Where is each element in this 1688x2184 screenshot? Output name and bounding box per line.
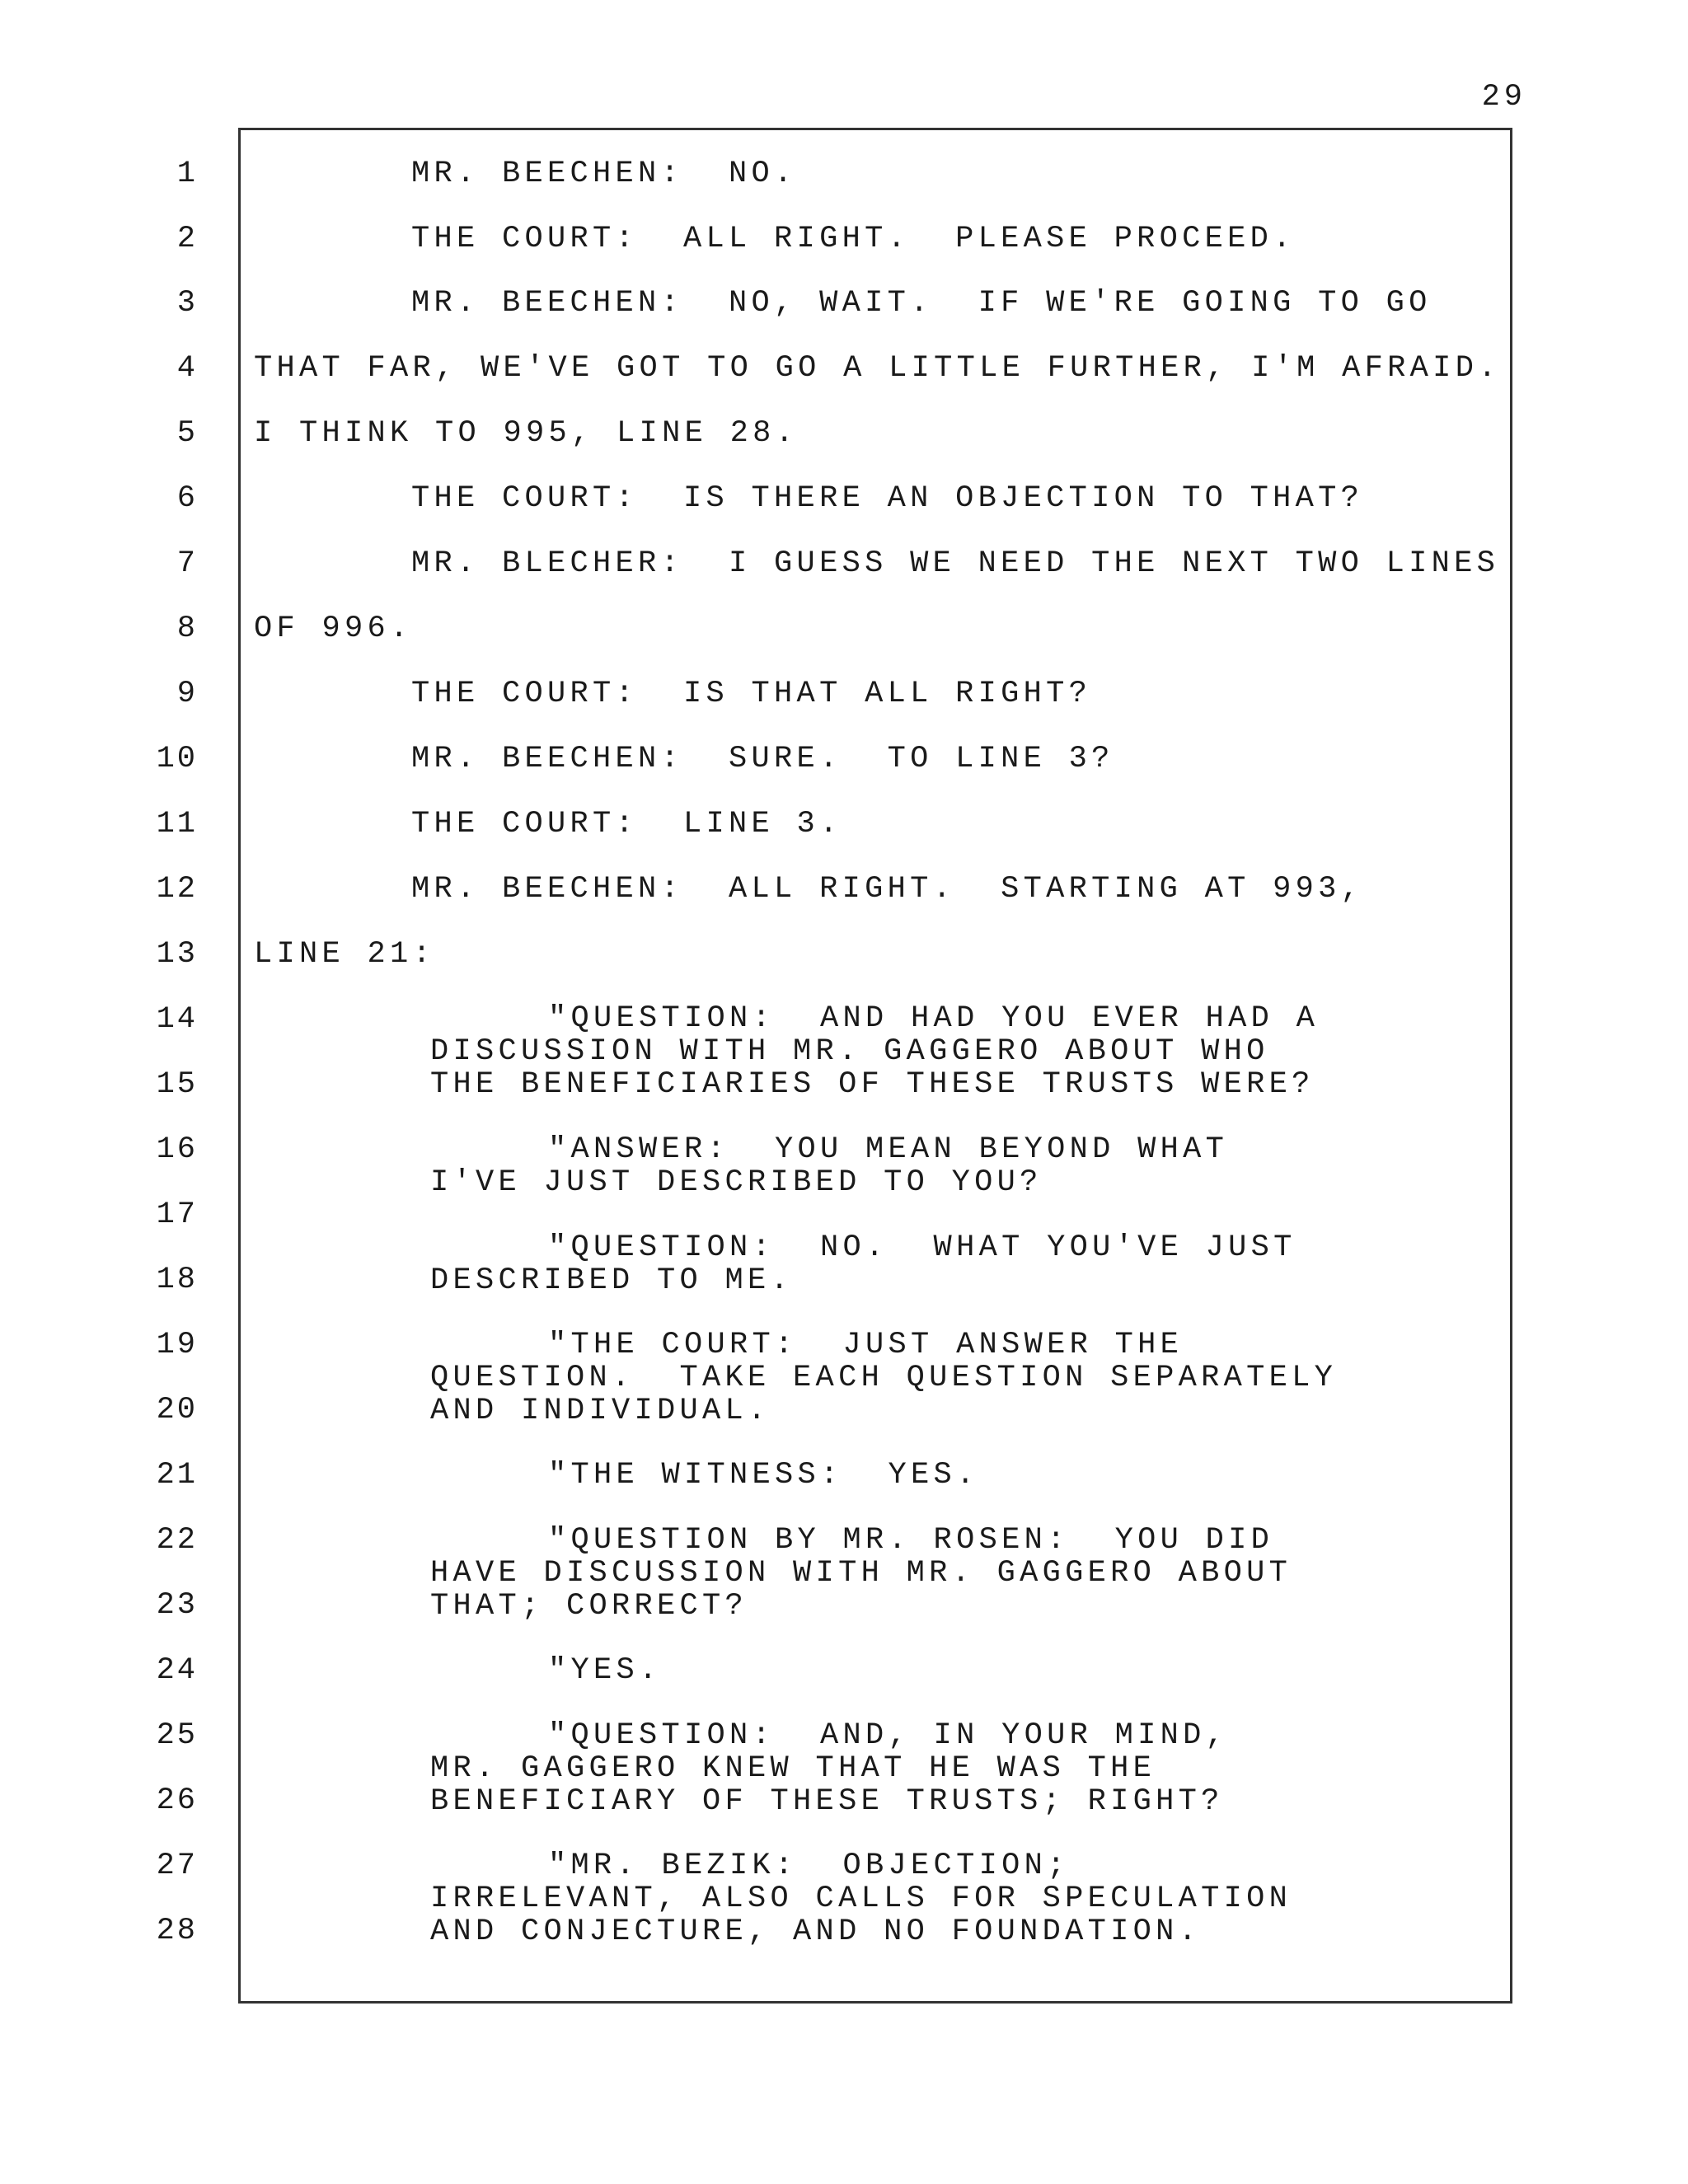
line-number: 3 — [176, 286, 198, 321]
page-number: 29 — [1481, 80, 1526, 115]
line-number: 10 — [156, 742, 198, 776]
line-number: 7 — [176, 546, 198, 581]
quoted-line: "QUESTION BY MR. ROSEN: YOU DID — [548, 1523, 1274, 1558]
transcript-line: THE COURT: ALL RIGHT. PLEASE PROCEED. — [411, 222, 1296, 256]
quoted-line: "ANSWER: YOU MEAN BEYOND WHAT — [548, 1132, 1229, 1167]
line-number: 17 — [156, 1197, 198, 1232]
line-number: 23 — [156, 1588, 198, 1623]
line-number: 2 — [176, 222, 198, 256]
line-number: 16 — [156, 1132, 198, 1167]
quoted-line: "MR. BEZIK: OBJECTION; — [548, 1849, 1070, 1883]
line-number: 28 — [156, 1914, 198, 1948]
quoted-line: I'VE JUST DESCRIBED TO YOU? — [430, 1165, 1043, 1200]
line-number: 4 — [176, 351, 198, 386]
transcript-line: THE COURT: IS THERE AN OBJECTION TO THAT? — [411, 481, 1364, 516]
quoted-line: DESCRIBED TO ME. — [430, 1263, 794, 1298]
line-number: 11 — [156, 807, 198, 841]
transcript-line: MR. BLECHER: I GUESS WE NEED THE NEXT TWO LINES — [411, 546, 1500, 581]
quoted-line: THE BENEFICIARIES OF THESE TRUSTS WERE? — [430, 1067, 1315, 1102]
transcript-line: MR. BEECHEN: ALL RIGHT. STARTING AT 993, — [411, 872, 1364, 907]
line-number: 25 — [156, 1718, 198, 1753]
quoted-line: "YES. — [548, 1653, 662, 1688]
quoted-line: IRRELEVANT, ALSO CALLS FOR SPECULATION — [430, 1882, 1292, 1916]
transcript-line: I THINK TO 995, LINE 28. — [254, 416, 799, 451]
quoted-line: MR. GAGGERO KNEW THAT HE WAS THE — [430, 1751, 1156, 1786]
line-number: 26 — [156, 1783, 198, 1818]
quoted-line: "QUESTION: NO. WHAT YOU'VE JUST — [548, 1230, 1296, 1265]
line-number: 9 — [176, 677, 198, 711]
quoted-line: AND CONJECTURE, AND NO FOUNDATION. — [430, 1915, 1202, 1949]
line-number: 15 — [156, 1067, 198, 1102]
line-number: 20 — [156, 1393, 198, 1427]
line-number: 6 — [176, 481, 198, 516]
quoted-line: THAT; CORRECT? — [430, 1589, 748, 1624]
quoted-line: QUESTION. TAKE EACH QUESTION SEPARATELY — [430, 1361, 1338, 1395]
transcript-line: MR. BEECHEN: SURE. TO LINE 3? — [411, 742, 1114, 776]
quoted-line: AND INDIVIDUAL. — [430, 1394, 771, 1428]
line-number: 21 — [156, 1458, 198, 1493]
line-number: 8 — [176, 612, 198, 646]
quoted-line: "THE COURT: JUST ANSWER THE — [548, 1328, 1184, 1362]
quoted-line: DISCUSSION WITH MR. GAGGERO ABOUT WHO — [430, 1034, 1269, 1069]
transcript-line: MR. BEECHEN: NO, WAIT. IF WE'RE GOING TO GO — [411, 286, 1432, 321]
line-number: 27 — [156, 1849, 198, 1883]
quoted-line: BENEFICIARY OF THESE TRUSTS; RIGHT? — [430, 1784, 1224, 1819]
quoted-line: "QUESTION: AND, IN YOUR MIND, — [548, 1718, 1229, 1753]
line-number: 5 — [176, 416, 198, 451]
line-number: 1 — [176, 157, 198, 191]
transcript-line: LINE 21: — [254, 937, 436, 972]
line-number: 24 — [156, 1653, 198, 1688]
transcript-line: OF 996. — [254, 612, 413, 646]
line-number: 22 — [156, 1523, 198, 1558]
line-number: 13 — [156, 937, 198, 972]
quoted-line: HAVE DISCUSSION WITH MR. GAGGERO ABOUT — [430, 1556, 1292, 1591]
line-number: 19 — [156, 1328, 198, 1362]
transcript-line: THAT FAR, WE'VE GOT TO GO A LITTLE FURTHER, I'M AFRAID. — [254, 351, 1501, 386]
transcript-line: THE COURT: LINE 3. — [411, 807, 842, 841]
quoted-line: "QUESTION: AND HAD YOU EVER HAD A — [548, 1001, 1320, 1036]
line-number: 18 — [156, 1263, 198, 1297]
transcript-line: THE COURT: IS THAT ALL RIGHT? — [411, 677, 1092, 711]
line-number: 12 — [156, 872, 198, 907]
line-number: 14 — [156, 1002, 198, 1037]
transcript-line: MR. BEECHEN: NO. — [411, 157, 797, 191]
quoted-line: "THE WITNESS: YES. — [548, 1458, 979, 1493]
